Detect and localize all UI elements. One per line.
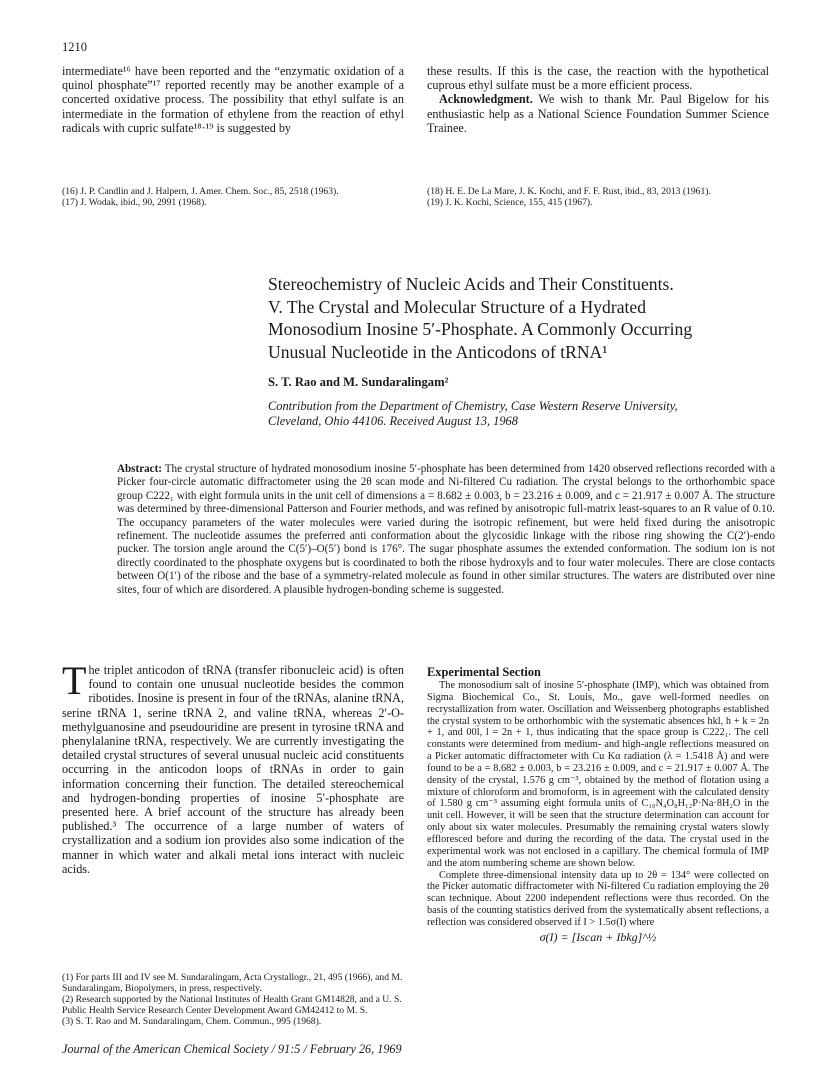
footnote-2: (2) Research supported by the National Institutes of Health Grant GM14828, and a U. S. Public Health Service Research Center Development Award GM42412 to M. S. [62, 994, 402, 1016]
journal-footer: Journal of the American Chemical Society / 91:5 / February 26, 1969 [62, 1042, 402, 1056]
top-left-paragraph: intermediate¹⁶ have been reported and the “enzymatic oxidation of a quinol phosphate”¹⁷ reported recently may be another example of a concerted oxidative process. The possibility that ethyl sulfate is an intermediate in the formation of ethylene from the reaction of ethyl radicals with cupric sulfate¹⁸·¹⁹ is suggested by [62, 64, 404, 135]
footnotes-top-right [427, 186, 769, 208]
experimental-paragraph-1: The monosodium salt of inosine 5′-phosphate (IMP), which was obtained from Sigma Biochemical Co., St. Louis, Mo., gave well-formed needles on recrystallization from water. Oscillation and Weissenberg photographs established the crystal system to be orthorhombic with the systematic absences hkl, h + k = 2n + 1, and 00l, l = 2n + 1, thus indicating that the space group is C222₁. The cell constants were determined from medium- and high-angle reflections measured on a Picker automatic diffractometer with Cu Kα radiation (λ = 1.5418 Å) and were found to be a = 8.682 ± 0.003, b = 23.216 ± 0.009, and c = 21.917 ± 0.007 Å. The density of the crystal, 1.576 g cm⁻³, obtained by the method of flotation using a mixture of chloroform and bromoform, is in agreement with the calculated density of 1.580 g cm⁻³ assuming eight formula units of C₁₀N₄O₈H₁₂P·Na·8H₂O in the unit cell. However, it will be seen that the structure determination can account for only about six water molecules. Presumably the remaining crystal waters slowly effloresced before and during the recording of the data. The crystal used in the experimental work was not enclosed in a capillary. The chemical formula of IMP and the atom numbering scheme are shown below. [427, 680, 769, 869]
affiliation-line: Cleveland, Ohio 44106. Received August 13, 1968 [268, 413, 518, 428]
top-right-column [427, 64, 769, 135]
top-right-paragraph: these results. If this is the case, the reaction with the hypothetical cuprous ethyl sulfate must be a more efficient process. [427, 64, 769, 93]
affiliation-line: Contribution from the Department of Chemistry, Case Western Reserve University, [268, 399, 678, 413]
authors: S. T. Rao and M. Sundaralingam² [268, 375, 449, 389]
abstract-text: The crystal structure of hydrated monosodium inosine 5′-phosphate has been determined from 1420 observed reflections recorded with a Picker four-circle automatic diffractometer using the 2θ scan mode and Ni-filtered Cu radiation. The crystal belongs to the orthorhombic space group C222₁ with eight formula units in the unit cell of dimensions a = 8.682 ± 0.003, b = 23.216 ± 0.009, and c = 21.917 ± 0.007 Å. The structure was determined by three-dimensional Patterson and Fourier methods, and was refined by anisotropic full-matrix least-squares to an R value of 0.10. The occupancy parameters of the water molecules were varied during the isotropic refinement, but were held fixed during the anisotropic refinement. The nucleotide assumes the preferred anti conformation about the glycosidic linkage with the ribose ring showing the C(2′)-endo pucker. The torsion angle around the C(5′)–O(5′) bond is 176°. The sugar phosphate assumes the extended conformation. The sodium ion is not directly coordinated to the phosphate oxygens but is coordinated to both the ribose hydroxyls and to four water molecules. There are close contacts between O(1′) of the ribose and the base of a symmetry-related molecule as found in other similar structures. The waters are distributed over nine sites, four of which are disordered. A plausible hydrogen-bonding scheme is suggested. [117, 463, 775, 596]
title-line: Unusual Nucleotide in the Anticodons of tRNA¹ [268, 341, 608, 362]
footnote-17: (17) J. Wodak, ibid., 90, 2991 (1968). [62, 197, 207, 208]
page-number: 1210 [62, 40, 87, 54]
drop-cap: T [62, 658, 87, 703]
abstract [117, 463, 775, 597]
introduction-paragraph [62, 658, 404, 876]
acknowledgment-text: We wish to thank Mr. Paul Bigelow for his enthusiastic help as a National Science Foundation Summer Science Trainee. [427, 92, 770, 135]
footnote-18: (18) H. E. De La Mare, J. K. Kochi, and F. F. Rust, ibid., 83, 2013 (1961). [427, 186, 711, 197]
experimental-heading: Experimental Section [427, 665, 541, 679]
footnotes-top-left [62, 186, 404, 208]
footnote-16: (16) J. P. Candlin and J. Halpern, J. Amer. Chem. Soc., 85, 2518 (1963). [62, 186, 339, 197]
sigma-equation: σ(I) = [Iscan + Ibkg]^½ [539, 929, 657, 944]
article-title [268, 273, 778, 363]
footnote-19: (19) J. K. Kochi, Science, 155, 415 (1967). [427, 197, 593, 208]
introduction-text: he triplet anticodon of tRNA (transfer ribonucleic acid) is often found to contain one unusual nucleotide besides the common ribotides. Inosine is present in four of the tRNAs, alanine tRNA, serine tRNA 1, serine tRNA 2, and valine tRNA, whereas 2′-O-methylguanosine and pseudouridine are present in tyrosine tRNA and phenylalanine tRNA, respectively. We are currently investigating the detailed crystal structures of several unusual nucleic acid constituents occurring in the anticodon loops of tRNAs in order to gain information concerning their function. The detailed stereochemical and hydrogen-bonding properties of inosine 5′-phosphate are presented here. A brief account of the structure has already been published.³ The occurrence of a large number of waters of crystallization and a sodium ion provides also some indication of the manner in which water and alkali metal ions interact with nucleic acids. [62, 663, 404, 876]
experimental-column [427, 665, 769, 944]
abstract-label: Abstract: [117, 463, 162, 475]
experimental-paragraph-2: Complete three-dimensional intensity data up to 2θ = 134° were collected on the Picker automatic diffractometer with Ni-filtered Cu radiation employing the 2θ scan technique. About 2200 independent reflections were thus recorded. On the basis of the counting statistics derived from the systematically absent reflections, a reflection was considered observed if I > 1.5σ(I) where [427, 869, 769, 928]
title-line: Stereochemistry of Nucleic Acids and Their Constituents. [268, 274, 674, 294]
acknowledgment-heading: Acknowledgment. [439, 92, 533, 107]
title-line: Monosodium Inosine 5′-Phosphate. A Commonly Occurring [268, 319, 693, 340]
affiliation [268, 399, 778, 428]
title-line: V. The Crystal and Molecular Structure of a Hydrated [268, 296, 646, 317]
introduction-column [62, 658, 404, 876]
footnote-1: (1) For parts III and IV see M. Sundaralingam, Acta Crystallogr., 21, 495 (1966), and M. Sundaralingam, Biopolymers, in press, respectively. [62, 972, 403, 994]
acknowledgment-paragraph [427, 92, 769, 135]
top-left-column [62, 64, 404, 135]
footnotes-bottom-left [62, 972, 404, 1027]
footnote-3: (3) S. T. Rao and M. Sundaralingam, Chem. Commun., 995 (1968). [62, 1016, 322, 1027]
